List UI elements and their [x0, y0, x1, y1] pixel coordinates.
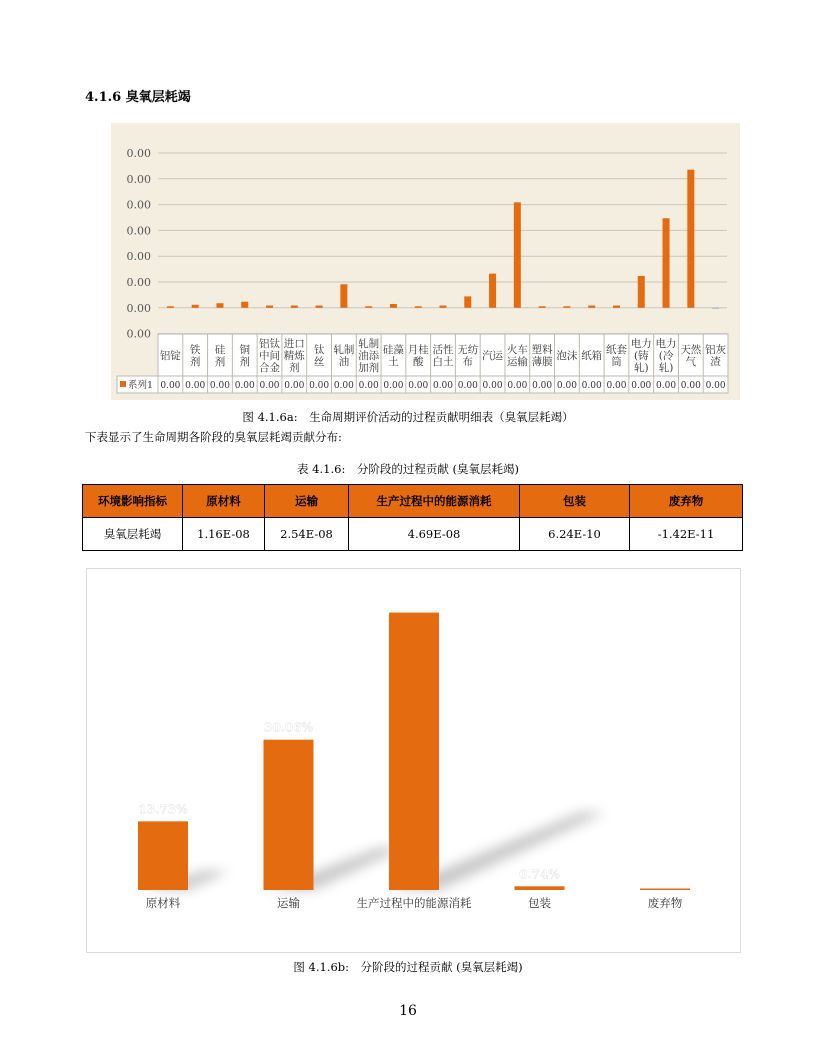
category-label: 薄膜	[531, 356, 553, 368]
table-value: 0.00	[507, 381, 528, 391]
bar	[687, 170, 694, 308]
bar	[192, 305, 199, 308]
category-label: 铝锭	[159, 350, 181, 362]
category-label: (铸	[633, 350, 649, 362]
bar	[663, 218, 670, 308]
table-cell: 1.16E-08	[183, 518, 265, 551]
y-tick-label: 0.00	[126, 301, 151, 315]
bar	[340, 284, 347, 308]
category-label: 电力	[630, 338, 652, 350]
category-label: 丝	[313, 356, 325, 368]
bar	[415, 306, 422, 308]
category-label: 包装	[528, 896, 551, 910]
table-value: 0.00	[457, 381, 478, 391]
bar	[266, 306, 273, 308]
category-label: 布	[462, 356, 474, 368]
category-label: 废弃物	[647, 896, 683, 910]
category-label: 硅藻	[382, 344, 404, 356]
category-label: 油添	[358, 350, 380, 362]
table-header-cell: 环境影响指标	[83, 485, 183, 518]
category-label: 泡沫	[556, 350, 578, 362]
figure-a-caption: 图 4.1.6a: 生命周期评价活动的过程贡献明细表（臭氧层耗竭）	[242, 410, 574, 424]
category-label: 火车	[506, 344, 528, 356]
table-value: 0.00	[482, 381, 503, 391]
category-label: 铝钛	[259, 338, 281, 350]
table-value: 0.00	[656, 381, 677, 391]
category-label: 精炼	[283, 350, 305, 362]
bar	[638, 276, 645, 308]
category-label: 剂	[289, 362, 300, 374]
category-label: 月桂	[407, 344, 429, 356]
bar	[563, 306, 570, 308]
table-header-cell: 运输	[265, 485, 349, 518]
table-value: 0.00	[556, 381, 577, 391]
table-cell: 2.54E-08	[265, 518, 349, 551]
legend-series-name: 系列1	[128, 380, 154, 391]
y-tick-label: 0.00	[126, 276, 151, 289]
bar	[216, 303, 223, 308]
category-label: 无纺	[457, 344, 479, 356]
category-label: 轧制	[358, 338, 380, 350]
section-heading: 4.1.6 臭氧层耗竭	[85, 90, 191, 105]
category-label: 天然	[680, 344, 702, 356]
table-cell: -1.42E-11	[630, 518, 743, 551]
bar	[316, 306, 323, 308]
category-label: 原材料	[145, 896, 181, 910]
category-label: 铜	[239, 344, 250, 356]
category-label: 生产过程中的能源消耗	[356, 896, 472, 910]
bar	[640, 889, 690, 891]
page-number: 16	[399, 1003, 417, 1019]
data-label: 13.73%	[138, 802, 188, 817]
category-label: 汽运	[482, 350, 504, 362]
category-label: (冷	[658, 350, 674, 362]
bar	[365, 306, 372, 308]
table-header-cell: 原材料	[183, 485, 265, 518]
table-value: 0.00	[284, 381, 305, 391]
category-label: 钛	[313, 344, 325, 356]
stage-bar-chart-svg	[87, 569, 740, 952]
bar	[291, 306, 298, 308]
category-label: 电力	[655, 338, 677, 350]
data-label: 30.06%	[264, 720, 313, 735]
category-label: 运输	[277, 896, 300, 910]
bar	[613, 306, 620, 308]
stage-bar-chart	[86, 568, 741, 953]
category-label: 活性	[432, 344, 454, 356]
bar	[167, 306, 174, 308]
category-label: 运输	[506, 356, 528, 368]
table-caption: 表 4.1.6: 分阶段的过程贡献 (臭氧层耗竭)	[297, 462, 519, 476]
y-tick-label: 0.00	[126, 147, 151, 160]
category-label: 纸箱	[581, 350, 603, 362]
bar	[389, 613, 439, 890]
table-value: 0.00	[408, 381, 429, 391]
table-value: 0.00	[680, 381, 701, 391]
table-value: 0.00	[383, 381, 404, 391]
stage-contribution-table	[82, 484, 743, 551]
table-header-row	[83, 485, 743, 518]
bar	[464, 296, 471, 307]
category-label: 轧)	[658, 362, 674, 374]
table-cell: 4.69E-08	[349, 518, 520, 551]
table-value: 0.00	[333, 381, 354, 391]
category-label: 剂	[189, 356, 201, 368]
bar	[712, 308, 719, 309]
category-label: 土	[388, 356, 399, 368]
table-header-cell: 生产过程中的能源消耗	[349, 485, 520, 518]
table-value: 0.00	[234, 381, 255, 391]
table-header-cell: 废弃物	[630, 485, 743, 518]
category-label: 中间	[259, 350, 281, 362]
figure-b-caption: 图 4.1.6b: 分阶段的过程贡献 (臭氧层耗竭)	[293, 960, 523, 974]
bar	[539, 306, 546, 308]
category-label: 油	[338, 356, 350, 368]
table-cell: 臭氧层耗竭	[83, 518, 183, 551]
category-label: 铁	[189, 344, 201, 356]
table-row	[83, 518, 743, 551]
bar	[440, 306, 447, 308]
detail-bar-chart	[111, 123, 740, 400]
category-label: 渣	[710, 356, 721, 368]
bar	[241, 302, 248, 308]
table-value: 0.00	[631, 381, 652, 391]
bar	[264, 740, 314, 890]
y-tick-label: 0.00	[126, 224, 151, 238]
bar	[514, 202, 521, 307]
bar	[588, 306, 595, 308]
table-value: 0.00	[532, 381, 553, 391]
category-label: 塑料	[531, 344, 553, 356]
table-value: 0.00	[160, 381, 181, 391]
category-label: 剂	[214, 356, 226, 368]
category-label: 轧)	[633, 362, 649, 374]
legend-swatch	[120, 381, 126, 387]
category-label: 铝灰	[705, 344, 727, 356]
category-label: 气	[685, 356, 697, 368]
category-label: 加剂	[358, 362, 380, 374]
category-label: 白土	[432, 356, 454, 368]
category-label: 纸套	[605, 344, 627, 356]
bar	[515, 886, 565, 890]
y-tick-label: 0.00	[126, 172, 151, 186]
category-label: 轧制	[333, 344, 355, 356]
table-value: 0.00	[259, 381, 280, 391]
intro-text: 下表显示了生命周期各阶段的臭氧层耗竭贡献分布:	[85, 430, 342, 444]
table-value: 0.00	[432, 381, 454, 391]
category-label: 合金	[259, 362, 281, 374]
table-value: 0.00	[358, 381, 379, 391]
table-header-cell: 包装	[520, 485, 630, 518]
table-value: 0.00	[705, 381, 726, 391]
category-label: 酸	[412, 356, 424, 368]
y-tick-label: 0.00	[126, 198, 151, 212]
bar	[390, 304, 397, 308]
table-value: 0.00	[185, 381, 206, 391]
bar	[138, 821, 188, 890]
table-value: 0.00	[581, 381, 602, 391]
category-label: 剂	[239, 356, 250, 368]
table-cell: 6.24E-10	[520, 518, 630, 551]
table-value: 0.00	[209, 381, 230, 391]
bar	[489, 274, 496, 308]
category-label: 进口	[283, 338, 305, 350]
detail-bar-chart-svg	[111, 123, 740, 400]
category-label: 筒	[611, 356, 622, 368]
table-value: 0.00	[606, 381, 627, 391]
table-value: 0.00	[309, 381, 330, 391]
y-tick-label: 0.00	[126, 250, 151, 264]
category-label: 硅	[214, 344, 226, 356]
data-label: 0.74%	[519, 867, 560, 882]
y-tick-label: 0.00	[126, 327, 151, 341]
